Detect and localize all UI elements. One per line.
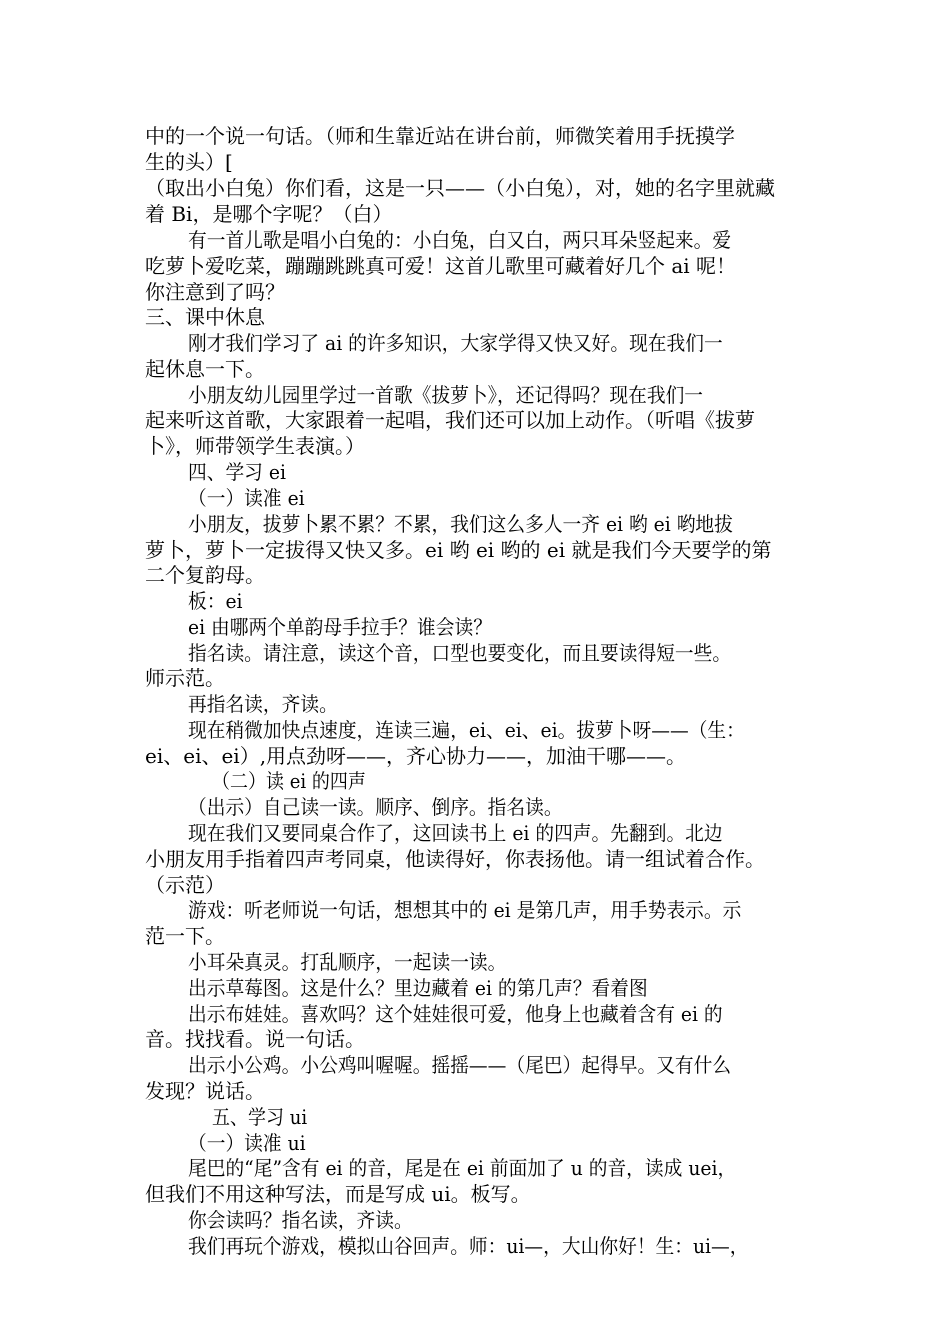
text-line: 卜》，师带领学生表演。） [145,434,365,458]
text-line: 刚才我们学习了 ai 的许多知识，大家学得又快又好。现在我们一 [188,331,723,355]
text-line: 着 Bi，是哪个字呢？（白） [145,202,393,226]
text-line: 有一首儿歌是唱小白兔的：小白兔，白又白，两只耳朵竖起来。爱 [188,228,732,252]
text-line: 你会读吗？指名读，齐读。 [188,1208,413,1232]
text-line: 出示小公鸡。小公鸡叫喔喔。摇摇——（尾巴）起得早。又有什么 [188,1053,732,1077]
subsection-heading: （二）读 ei 的四声 [212,769,366,793]
text-line: 但我们不用这种写法，而是写成 ui。板写。 [145,1182,531,1206]
text-line: 小朋友用手指着四声考同桌，他读得好，你表扬他。请一组试着合作。 [145,847,765,871]
text-line: 生的头）[ [145,150,233,174]
text-line: 中的一个说一句话。（师和生靠近站在讲台前，师微笑着用手抚摸学 [145,124,735,148]
text-line: 现在稍微加快点速度，连读三遍，ei、ei、ei。拔萝卜呀——（生： [188,718,745,742]
text-line: 二个复韵母。 [145,563,265,587]
text-line: 起来听这首歌，大家跟着一起唱，我们还可以加上动作。（听唱《拔萝 [145,408,755,432]
section-heading: 四、学习 ei [188,460,286,484]
text-line: （取出小白兔）你们看，这是一只——（小白兔），对，她的名字里就藏 [145,176,775,200]
subsection-heading: （一）读准 ei [188,486,305,510]
section-heading: 三、课中休息 [145,305,265,329]
section-heading: 五、学习 ui [212,1105,308,1129]
text-line: ei 由哪两个单韵母手拉手？谁会读？ [188,615,492,639]
text-line: （出示）自己读一读。顺序、倒序。指名读。 [188,795,563,819]
text-line: 出示草莓图。这是什么？里边藏着 ei 的第几声？看着图 [188,976,648,1000]
text-line: 尾巴的“尾”含有 ei 的音，尾是在 ei 前面加了 u 的音，读成 uei， [188,1156,737,1180]
text-line: 小朋友，拔萝卜累不累？不累，我们这么多人一齐 ei 哟 ei 哟地拔 [188,512,733,536]
text-line: 游戏：听老师说一句话，想想其中的 ei 是第几声，用手势表示。示 [188,898,742,922]
text-line: 再指名读，齐读。 [188,692,338,716]
text-line: 萝卜，萝卜一定拔得又快又多。ei 哟 ei 哟的 ei 就是我们今天要学的第 [145,538,772,562]
text-line: 音。找找看。说一句话。 [145,1027,365,1051]
text-line: 现在我们又要同桌合作了，这回读书上 ei 的四声。先翻到。北边 [188,821,723,845]
text-line: 起休息一下。 [145,357,265,381]
text-line: 指名读。请注意，读这个音，口型也要变化，而且要读得短一些。 [188,641,732,665]
text-line: 吃萝卜爱吃菜，蹦蹦跳跳真可爱！这首儿歌里可藏着好几个 ai 呢！ [145,254,737,278]
text-line: 师示范。 [145,666,225,690]
text-line: （示范） [145,873,225,897]
text-line: 我们再玩个游戏，模拟山谷回声。师：ui—，大山你好！生：ui—， [188,1234,749,1258]
subsection-heading: （一）读准 ui [188,1131,306,1155]
text-line: 范一下。 [145,924,225,948]
text-line: ei、ei、ei）,用点劲呀——，齐心协力——，加油干哪——。 [145,744,687,768]
text-line: 发现？说话。 [145,1079,265,1103]
text-line: 板：ei [188,589,243,613]
text-line: 小耳朵真灵。打乱顺序，一起读一读。 [188,950,507,974]
text-line: 出示布娃娃。喜欢吗？这个娃娃很可爱，他身上也藏着含有 ei 的 [188,1002,723,1026]
text-line: 你注意到了吗？ [145,280,285,304]
text-line: 小朋友幼儿园里学过一首歌《拔萝卜》，还记得吗？现在我们一 [188,383,704,407]
